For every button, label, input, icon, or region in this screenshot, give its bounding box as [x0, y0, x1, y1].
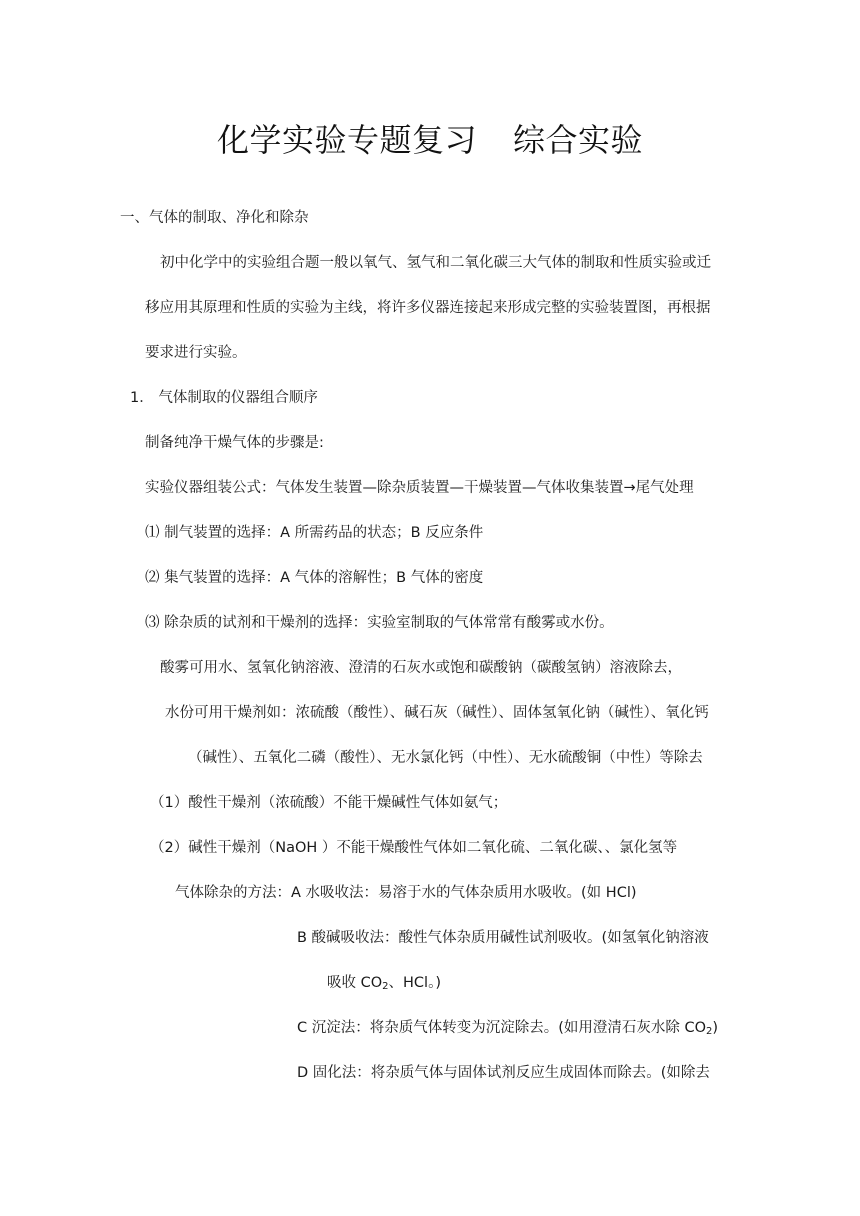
sub-item-2: ⑵ 集气装置的选择：A 气体的溶解性；B 气体的密度	[145, 570, 484, 586]
method-c-text: C 沉淀法：将杂质气体转变为沉淀除去。(如用澄清石灰水除 CO	[297, 1020, 707, 1036]
note-1: （1）酸性干燥剂（浓硫酸）不能干燥碱性气体如氨气；	[150, 795, 508, 811]
water-removal-line-2: （碱性）、五氧化二磷（酸性）、无水氯化钙（中性）、无水硫酸铜（中性）等除去	[188, 750, 703, 766]
method-b-line-2-tail: 、HCl。)	[388, 975, 441, 991]
title-part-1: 化学实验专题复习	[216, 121, 477, 159]
item-1-heading: 1． 气体制取的仪器组合顺序	[130, 390, 318, 406]
page-title	[0, 118, 860, 162]
method-b-line-1: B 酸碱吸收法：酸性气体杂质用碱性试剂吸收。(如氢氧化钠溶液	[297, 930, 709, 946]
section-1-heading: 一、气体的制取、净化和除杂	[120, 210, 309, 226]
note-2: （2）碱性干燥剂（NaOH ）不能干燥酸性气体如二氧化硫、二氧化碳、、氯化氢等	[150, 840, 678, 856]
method-c-subscript: 2	[706, 1026, 713, 1037]
method-d: D 固化法：将杂质气体与固体试剂反应生成固体而除去。(如除去	[297, 1065, 710, 1081]
method-b-line-2	[327, 972, 441, 998]
method-c-tail: )	[712, 1020, 719, 1036]
sub-item-3: ⑶ 除杂质的试剂和干燥剂的选择：实验室制取的气体常常有酸雾或水份。	[145, 615, 614, 631]
intro-paragraph-line-2: 移应用其原理和性质的实验为主线，将许多仪器连接起来形成完整的实验装置图，再根据	[145, 300, 711, 316]
intro-paragraph-line-3: 要求进行实验。	[145, 345, 247, 361]
water-removal-line-1: 水份可用干燥剂如：浓硫酸（酸性）、碱石灰（碱性）、固体氢氧化钠（碱性）、氧化钙	[165, 705, 709, 721]
method-b-subscript: 2	[382, 981, 389, 992]
intro-paragraph-line-1: 初中化学中的实验组合题一般以氧气、氢气和二氧化碳三大气体的制取和性质实验或迁	[160, 255, 711, 271]
sub-item-1: ⑴ 制气装置的选择：A 所需药品的状态；B 反应条件	[145, 525, 484, 541]
steps-intro: 制备纯净干燥气体的步骤是:	[145, 435, 324, 451]
assembly-formula: 实验仪器组装公式：气体发生装置—除杂质装置—干燥装置—气体收集装置→尾气处理	[145, 480, 694, 496]
method-c	[297, 1017, 718, 1043]
acid-mist-line: 酸雾可用水、氢氧化钠溶液、澄清的石灰水或饱和碳酸钠（碳酸氢钠）溶液除去，	[160, 660, 682, 676]
method-b-line-2-text: 吸收 CO	[327, 975, 383, 991]
method-a: 气体除杂的方法：A 水吸收法：易溶于水的气体杂质用水吸收。(如 HCl)	[175, 885, 637, 901]
title-part-2: 综合实验	[513, 121, 644, 159]
